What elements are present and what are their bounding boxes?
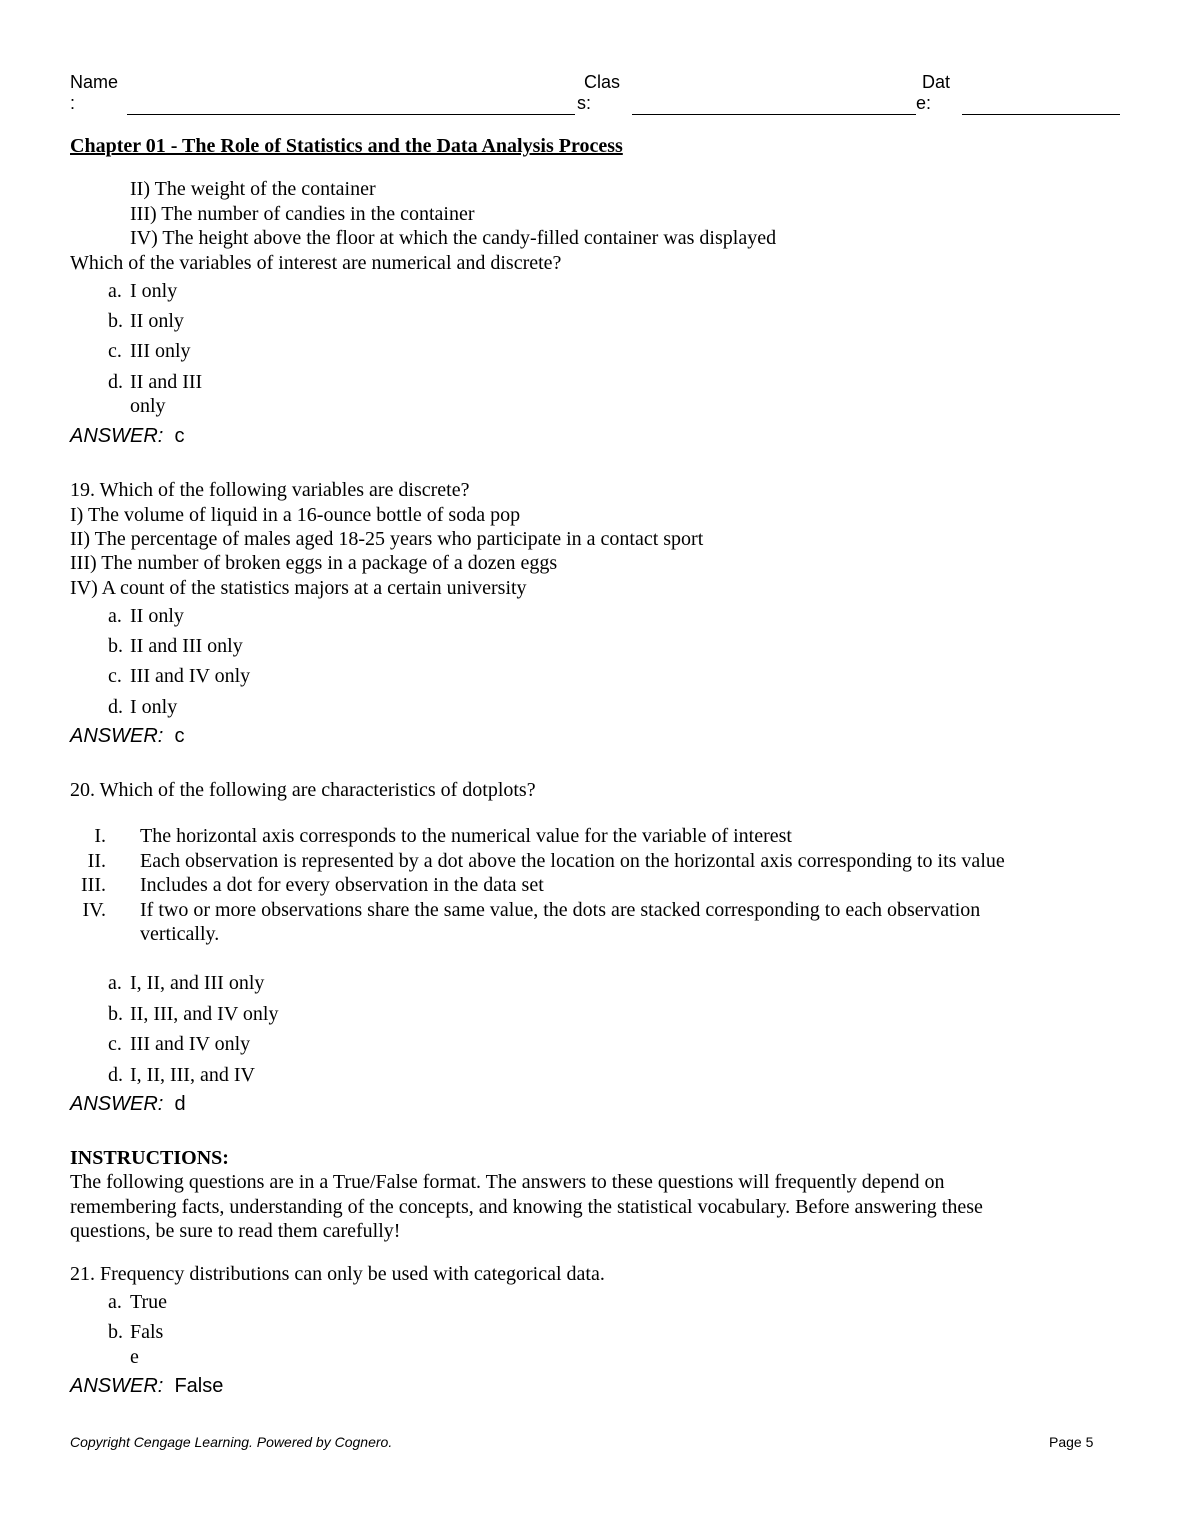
q19-option-a[interactable]: II only <box>130 605 184 627</box>
q20-option-letter: d. <box>108 1064 123 1086</box>
q18-option-c[interactable]: III only <box>130 340 191 362</box>
q20-item-number: IV. <box>82 899 106 921</box>
q19-question: 19. Which of the following variables are discrete? <box>70 479 470 501</box>
q20-option-letter: b. <box>108 1003 123 1025</box>
q21-option-b[interactable]: Fals <box>130 1321 164 1343</box>
q19-option-letter: c. <box>108 665 122 687</box>
date-label: Dat <box>922 72 951 92</box>
answer-value: False <box>174 1375 224 1397</box>
q18-question: Which of the variables of interest are numerical and discrete? <box>70 252 562 274</box>
q20-option-b[interactable]: II, III, and IV only <box>130 1003 279 1025</box>
q18-option-a[interactable]: I only <box>130 280 178 302</box>
class-label: Clas <box>584 72 621 92</box>
answer-value: d <box>174 1093 186 1115</box>
q20-item: Includes a dot for every observation in the data set <box>140 874 544 896</box>
q19-option-letter: a. <box>108 605 122 627</box>
q20-question: 20. Which of the following are characteristics of dotplots? <box>70 779 536 801</box>
name-label-colon: : <box>70 93 76 113</box>
footer-copyright: Copyright Cengage Learning. Powered by Cognero. <box>70 1434 393 1450</box>
q19-answer <box>70 725 184 748</box>
answer-value: c <box>174 725 185 747</box>
q20-option-letter: c. <box>108 1033 122 1055</box>
q21-option-a[interactable]: True <box>130 1291 168 1313</box>
name-label: Name <box>70 72 119 92</box>
q18-item: III) The number of candies in the container <box>130 203 475 225</box>
q18-option-d[interactable]: II and III <box>130 371 203 393</box>
q19-item: III) The number of broken eggs in a package of a dozen eggs <box>70 552 558 574</box>
q19-option-c[interactable]: III and IV only <box>130 665 251 687</box>
q20-option-d[interactable]: I, II, III, and IV <box>130 1064 255 1086</box>
q18-option-letter: a. <box>108 280 122 302</box>
q20-item: If two or more observations share the same value, the dots are stacked corresponding to each observation <box>140 899 981 921</box>
q21-question: 21. Frequency distributions can only be used with categorical data. <box>70 1263 605 1285</box>
answer-label: ANSWER: <box>70 1093 164 1115</box>
answer-label: ANSWER: <box>70 1375 164 1397</box>
q19-item: II) The percentage of males aged 18-25 years who participate in a contact sport <box>70 528 704 550</box>
q20-item: Each observation is represented by a dot above the location on the horizontal axis corresponding to its value <box>140 850 1005 872</box>
q18-option-d-cont: only <box>130 395 166 417</box>
q21-option-letter: a. <box>108 1291 122 1313</box>
date-label-colon: e: <box>916 93 932 113</box>
q20-option-c[interactable]: III and IV only <box>130 1033 251 1055</box>
instructions-line: remembering facts, understanding of the concepts, and knowing the statistical vocabulary. Before answering these <box>70 1196 983 1218</box>
q18-option-letter: c. <box>108 340 122 362</box>
q20-item-number: I. <box>94 825 106 847</box>
class-field[interactable] <box>632 114 916 115</box>
q18-option-letter: d. <box>108 371 123 393</box>
q18-answer <box>70 425 184 448</box>
q21-answer <box>70 1375 223 1398</box>
q19-option-letter: d. <box>108 696 123 718</box>
q20-item-cont: vertically. <box>140 923 220 945</box>
q19-option-letter: b. <box>108 635 123 657</box>
q19-item: I) The volume of liquid in a 16-ounce bottle of soda pop <box>70 504 521 526</box>
q21-option-b-cont: e <box>130 1346 139 1368</box>
name-field[interactable] <box>127 114 575 115</box>
q18-option-letter: b. <box>108 310 123 332</box>
q20-item-number: III. <box>81 874 106 896</box>
chapter-title: Chapter 01 - The Role of Statistics and the Data Analysis Process <box>70 135 623 157</box>
q19-option-d[interactable]: I only <box>130 696 178 718</box>
q20-option-letter: a. <box>108 972 122 994</box>
answer-label: ANSWER: <box>70 425 164 447</box>
answer-value: c <box>174 425 185 447</box>
q20-item-number: II. <box>87 850 106 872</box>
q20-option-a[interactable]: I, II, and III only <box>130 972 265 994</box>
q20-item: The horizontal axis corresponds to the numerical value for the variable of interest <box>140 825 792 847</box>
instructions-heading: INSTRUCTIONS: <box>70 1147 229 1169</box>
instructions-line: questions, be sure to read them carefully! <box>70 1220 401 1242</box>
q18-option-b[interactable]: II only <box>130 310 184 332</box>
page-number: Page 5 <box>1049 1434 1094 1450</box>
q20-answer <box>70 1093 186 1116</box>
class-label-colon: s: <box>577 93 592 113</box>
q18-item: II) The weight of the container <box>130 178 376 200</box>
date-field[interactable] <box>962 114 1120 115</box>
answer-label: ANSWER: <box>70 725 164 747</box>
q19-option-b[interactable]: II and III only <box>130 635 243 657</box>
instructions-line: The following questions are in a True/False format. The answers to these questions will frequently depend on <box>70 1171 945 1193</box>
q19-item: IV) A count of the statistics majors at a certain university <box>70 577 527 599</box>
q18-item: IV) The height above the floor at which the candy-filled container was displayed <box>130 227 777 249</box>
q21-option-letter: b. <box>108 1321 123 1343</box>
